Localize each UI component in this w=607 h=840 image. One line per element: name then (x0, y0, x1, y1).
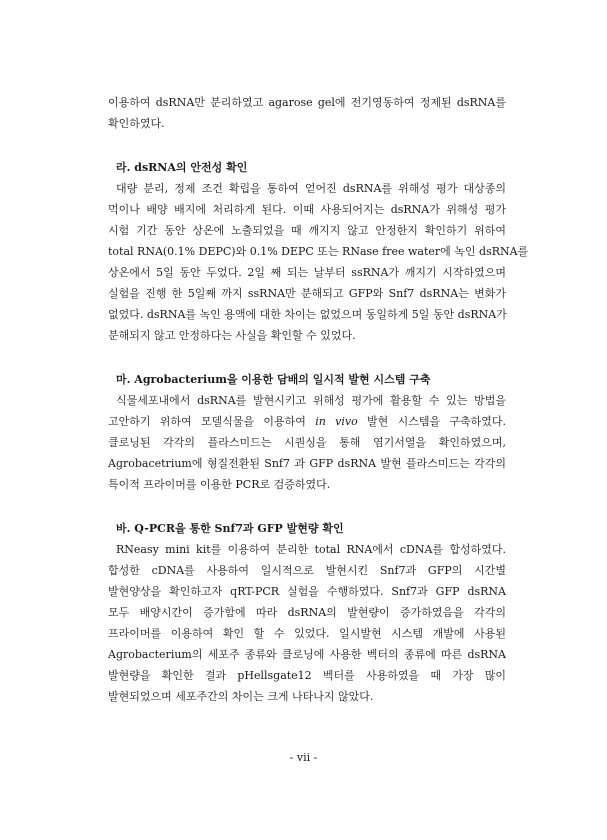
text-line: 상온에서 5일 동안 두었다. 2일 째 되는 날부터 ssRNA가 깨지기 시작하였으며 (108, 266, 506, 279)
text-line: 실험을 진행 한 5일째 까지 ssRNA만 분해되고 GFP와 Snf7 dsRNA는 변화가 (108, 287, 506, 300)
text-line: 발현양상을 확인하고자 qRT-PCR 실험을 수행하였다. Snf7과 GFP dsRNA (108, 585, 506, 598)
text-line: Agrobacterium의 세포주 종류와 클로닝에 사용한 벡터의 종류에 따른 dsRNA (108, 648, 506, 661)
text-line: total RNA(0.1% DEPC)와 0.1% DEPC 또는 RNase free water에 녹인 dsRNA를 (108, 245, 529, 258)
section-ra-paragraph (108, 178, 529, 346)
text-line: 이용하여 dsRNA만 분리하였고 agarose gel에 전기영동하여 정제된 dsRNA를 (108, 96, 506, 109)
text-line: 발현량을 확인한 결과 pHellsgate12 벡터를 사용하였을 때 가장 많이 (108, 669, 506, 682)
text-line: Agrobacetrium에 형질전환된 Snf7 과 GFP dsRNA 발현 플라스미드는 각각의 (108, 457, 506, 470)
section-heading-ra: 라. dsRNA의 안전성 확인 (116, 161, 248, 174)
section-ma-paragraph (108, 390, 506, 495)
text-line: 확인하였다. (108, 117, 165, 130)
text-line: 시험 기간 동안 상온에 노출되었을 때 깨지지 않고 안정한지 확인하기 위하여 (108, 224, 506, 237)
text-line: 발현되었으며 세포주간의 차이는 크게 나타나지 않았다. (108, 690, 374, 703)
text-line: 프라이머를 이용하여 확인 할 수 있었다. 일시발현 시스템 개발에 사용된 (108, 627, 506, 640)
section-heading-ba: 바. Q-PCR을 통한 Snf7과 GFP 발현량 확인 (116, 522, 344, 535)
text-line: 먹이나 배양 배지에 처리하게 된다. 이때 사용되어지는 dsRNA가 위해성 평가 (108, 203, 506, 216)
text-line: 식물세포내에서 dsRNA를 발현시키고 위해성 평가에 활용할 수 있는 방법을 (116, 394, 506, 407)
section-ba-paragraph (108, 539, 506, 707)
text-line (108, 411, 506, 432)
text-line: 모두 배양시간이 증가함에 따라 dsRNA의 발현량이 증가하였음을 각각의 (108, 606, 506, 619)
intro-paragraph (108, 92, 506, 134)
text-line: 특이적 프라이머를 이용한 PCR로 검증하였다. (108, 478, 331, 491)
text-segment: 발현 시스템을 구축하였다. (357, 415, 507, 428)
text-line: 합성한 cDNA를 사용하여 일시적으로 발현시킨 Snf7과 GFP의 시간별 (108, 564, 506, 577)
text-segment: 고안하기 위하여 모델식물을 이용하여 (108, 415, 316, 428)
text-line: RNeasy mini kit를 이용하여 분리한 total RNA에서 cDNA를 합성하였다. (116, 543, 506, 556)
text-line: 분해되지 않고 안정하다는 사실을 확인할 수 있었다. (108, 329, 356, 342)
text-line: 없었다. dsRNA를 녹인 용액에 대한 차이는 없었으며 동일하게 5일 동안 dsRNA가 (108, 308, 507, 321)
text-line: 대량 분리, 정제 조건 확립을 통하여 얻어진 dsRNA를 위해성 평가 대상종의 (116, 182, 506, 195)
text-line: 클로닝된 각각의 플라스미드는 시퀀싱을 통해 염기서열을 확인하였으며, (108, 436, 506, 449)
document-page (108, 92, 529, 707)
page-number: - vii - (289, 751, 318, 764)
italic-term: in vivo (315, 415, 358, 428)
section-heading-ma: 마. Agrobacterium을 이용한 담배의 일시적 발현 시스템 구축 (116, 373, 431, 386)
